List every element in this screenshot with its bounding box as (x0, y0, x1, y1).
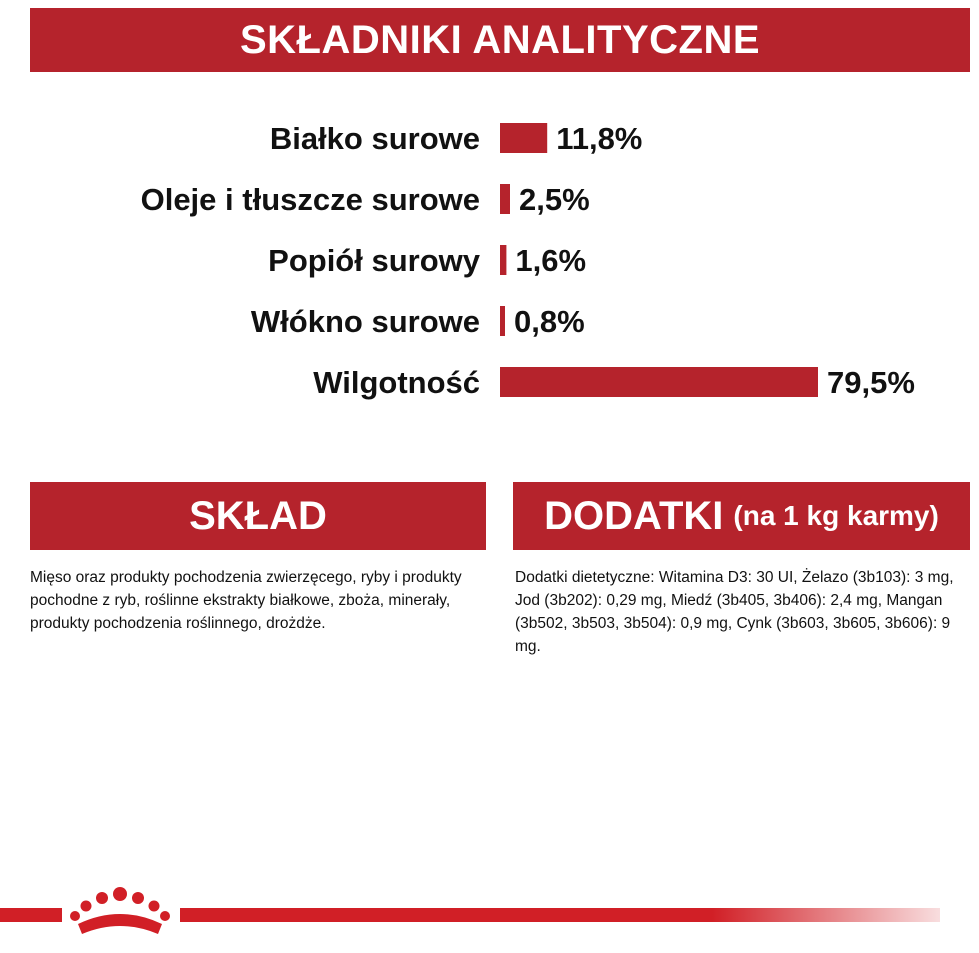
additives-subtitle: (na 1 kg karmy) (733, 500, 939, 531)
footer-stripe-left (0, 908, 62, 922)
category-label: Białko surowe (269, 121, 480, 156)
category-label: Wilgotność (313, 365, 480, 400)
category-label: Oleje i tłuszcze surowe (140, 182, 480, 217)
royal-crown-icon (66, 884, 174, 942)
category-label: Popiół surowy (268, 243, 480, 278)
bar (500, 123, 547, 153)
section-header-analytical (30, 8, 970, 72)
analytical-bar-chart (0, 100, 979, 410)
section-header-additives (513, 482, 970, 550)
additives-title: DODATKI (544, 493, 724, 538)
footer-stripe (180, 908, 940, 922)
value-label: 1,6% (515, 243, 587, 278)
composition-text: Mięso oraz produkty pochodzenia zwierzęcego, ryby i produkty pochodne z ryb, roślinne ekstrakty białkowe, zboża, minerały, produkty pochodzenia roślinnego, drożdże. (30, 569, 462, 632)
value-label: 79,5% (827, 365, 915, 400)
value-label: 0,8% (514, 304, 585, 339)
bar (500, 367, 818, 397)
section-title: SKŁADNIKI ANALITYCZNE (239, 17, 761, 62)
bar (500, 306, 505, 336)
value-label: 11,8% (556, 121, 643, 156)
value-label: 2,5% (519, 182, 590, 217)
section-header-composition (30, 482, 486, 550)
additives-text: Dodatki dietetyczne: Witamina D3: 30 UI, Żelazo (3b103): 3 mg, Jod (3b202): 0,29 mg, Miedź (3b405, 3b406): 2,4 mg, Mangan (3b502, 3b503, 3b504): 0,9 mg, Cynk (3b603, 3b605, 3b606): 9 mg. (515, 569, 954, 655)
bar (500, 184, 510, 214)
bar (500, 245, 506, 275)
composition-title: SKŁAD (189, 493, 327, 538)
category-label: Włókno surowe (250, 304, 480, 339)
